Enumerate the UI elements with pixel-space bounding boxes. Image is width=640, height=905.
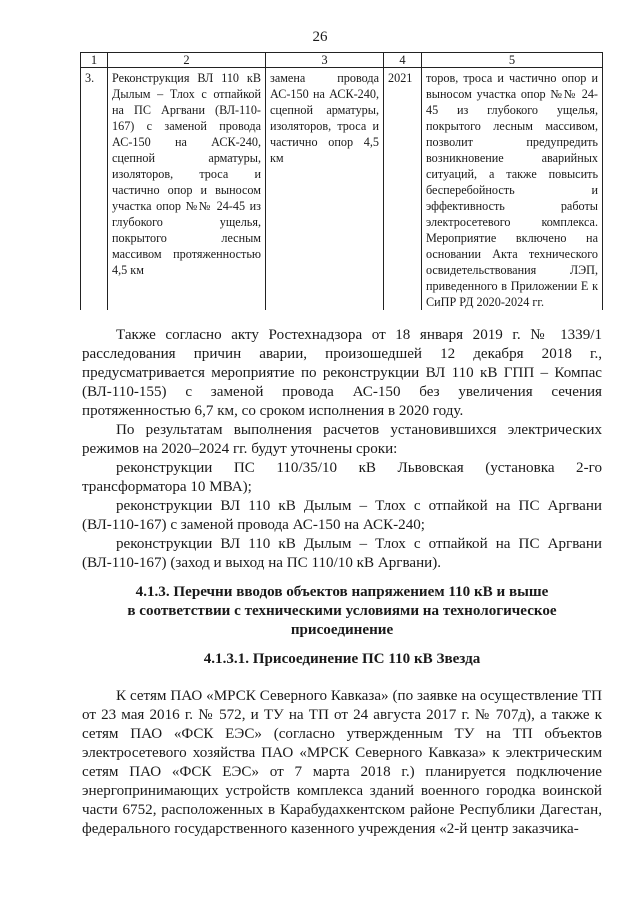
- paragraph-zvezda-connection: К сетям ПАО «МРСК Северного Кавказа» (по заявке на осуществление ТП от 23 мая 2016 г. № 572, и ТУ на ТП от 24 августа 2017 г. № 707д), а также к сетям ПАО «ФСК ЕЭС» (согласно утвержденным ТУ на ТП объектов электросетевого хозяйства ПАО «МРСК Северного Кавказа» к электрическим сетям ПАО «ФСК ЕЭС» от 7 марта 2018 г.) планируется подключение энергопринимающих устройств комплекса зданий военного городка воинской части 6752, расположенных в Карабудахкентском районе Республики Дагестан, федерального государственного казенного учреждения «2-й центр заказчика-: [82, 688, 602, 837]
- page-number: 26: [312, 29, 328, 45]
- section-heading: [82, 583, 602, 640]
- year-cell: 2021: [384, 68, 422, 311]
- column-header-4: 4: [384, 53, 422, 68]
- row-number: 3.: [81, 68, 108, 311]
- subsection-heading: 4.1.3.1. Присоединение ПС 110 кВ Звезда: [203, 651, 481, 667]
- paragraph-rostekhnadzor-act: Также согласно акту Ростехнадзора от 18 января 2019 г. № 1339/1 расследования причин аварии, произошедшей 12 декабря 2018 г., предусматривается мероприятие по реконструкции ВЛ 110 кВ ГПП – Компас (ВЛ-110-155) с заменой провода АС-150 без увеличения сечения протяженностью 6,7 км, со сроком исполнения в 2020 году.: [82, 327, 602, 419]
- measures-table: [80, 52, 603, 310]
- section-heading-line-3: присоединение: [290, 622, 394, 638]
- paragraph-item-argvani-entry: реконструкции ВЛ 110 кВ Дылым – Тлох с отпайкой на ПС Аргвани (ВЛ-110-167) (заход и выход на ПС 110/10 кВ Аргвани).: [82, 536, 602, 571]
- section-heading-line-2: в соответствии с техническими условиями на технологическое: [127, 603, 557, 619]
- paragraph-item-wire-replacement: реконструкции ВЛ 110 кВ Дылым – Тлох с отпайкой на ПС Аргвани (ВЛ-110-167) с заменой провода АС-150 на АСК-240;: [82, 498, 602, 533]
- paragraph-item-lvovskaya: реконструкции ПС 110/35/10 кВ Львовская (установка 2-го трансформатора 10 МВА);: [82, 460, 602, 495]
- column-header-3: 3: [266, 53, 384, 68]
- measure-description: Реконструкция ВЛ 110 кВ Дылым – Тлох с отпайкой на ПС Аргвани (ВЛ-110-167) с заменой провода АС-150 на АСК-240, сцепной арматуры, изоляторов, троса и частично опор и выносом участка опор №№ 24-45 из глубокого ущелья, покрытого лесным массивом протяженностью 4,5 км: [108, 68, 266, 311]
- column-header-5: 5: [422, 53, 603, 68]
- section-heading-line-1: 4.1.3. Перечни вводов объектов напряжением 110 кВ и выше: [135, 584, 549, 600]
- work-scope: замена провода АС-150 на АСК-240, сцепной арматуры, изоляторов, троса и частично опор 4,5 км: [266, 68, 384, 311]
- rationale-cell: торов, троса и частично опор и выносом участка опор №№ 24-45 из глубокого ущелья, покрытого лесным массивом, позволит предупредить возникновение аварийных ситуаций, а также повысить бесперебойность и эффективность работы электросетевого комплекса. Мероприятие включено на основании Акта технического освидетельствования ЛЭП, приведенного в Приложении Е к СиПР РД 2020-2024 гг.: [422, 68, 603, 311]
- column-header-1: 1: [81, 53, 108, 68]
- paragraph-calculation-results: По результатам выполнения расчетов установившихся электрических режимов на 2020–2024 гг. будут уточнены сроки:: [82, 422, 602, 457]
- table-row: [81, 68, 603, 311]
- table-header-row: [81, 53, 603, 68]
- column-header-2: 2: [108, 53, 266, 68]
